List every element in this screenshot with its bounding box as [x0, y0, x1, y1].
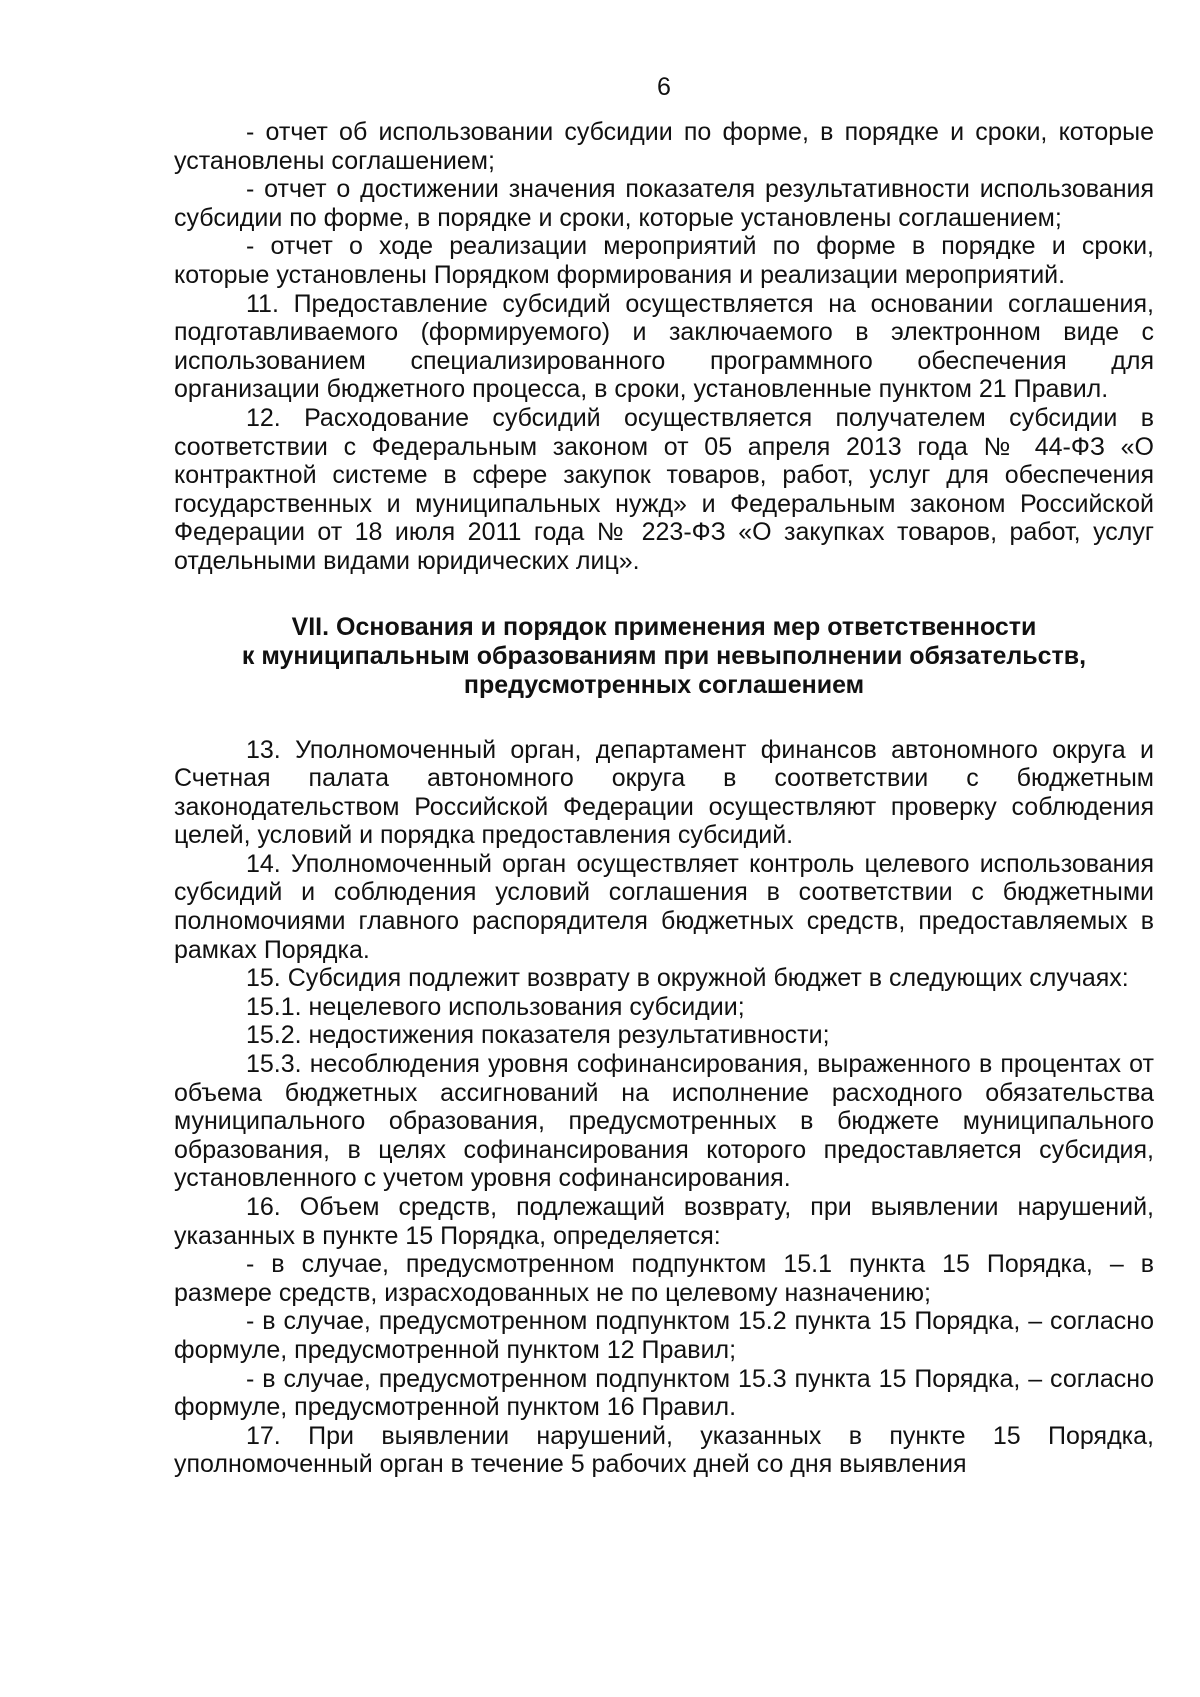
paragraph-report-usage: - отчет об использовании субсидии по форме, в порядке и сроки, которые установлены соглашением;	[174, 118, 1154, 175]
paragraph-item-16: 16. Объем средств, подлежащий возврату, при выявлении нарушений, указанных в пункте 15 Порядка, определяется:	[174, 1193, 1154, 1250]
section-heading-line-3: предусмотренных соглашением	[463, 670, 865, 699]
paragraph-item-15-3: 15.3. несоблюдения уровня софинансирования, выраженного в процентах от объема бюджетных ассигнований на исполнение расходного обязательства муниципального образования, предусмотренных в бюджете муниципального образования, в целях софинансирования которого предоставляется субсидия, установленного с учетом уровня софинансирования.	[174, 1050, 1154, 1193]
paragraph-item-12: 12. Расходование субсидий осуществляется получателем субсидии в соответствии с Федеральным законом от 05 апреля 2013 года № 44-ФЗ «О контрактной системе в сфере закупок товаров, работ, услуг для обеспечения государственных и муниципальных нужд» и Федеральным законом Российской Федерации от 18 июля 2011 года № 223-ФЗ «О закупках товаров, работ, услуг отдельными видами юридических лиц».	[174, 403, 1154, 575]
paragraph-case-15-2: - в случае, предусмотренном подпунктом 15.2 пункта 15 Порядка, – согласно формуле, предусмотренной пунктом 12 Правил;	[174, 1307, 1154, 1364]
paragraph-report-indicator: - отчет о достижении значения показателя результативности использования субсидии по форме, в порядке и сроки, которые установлены соглашением;	[174, 175, 1154, 232]
paragraph-case-15-3: - в случае, предусмотренном подпунктом 15.3 пункта 15 Порядка, – согласно формуле, предусмотренной пунктом 16 Правил.	[174, 1364, 1154, 1422]
paragraph-report-progress: - отчет о ходе реализации мероприятий по форме в порядке и сроки, которые установлены Порядком формирования и реализации мероприятий.	[174, 232, 1154, 289]
paragraph-item-14: 14. Уполномоченный орган осуществляет контроль целевого использования субсидий и соблюдения условий соглашения в соответствии с бюджетными полномочиями главного распорядителя бюджетных средств, предоставляемых в рамках Порядка.	[174, 849, 1154, 964]
paragraph-item-15-2: 15.2. недостижения показателя результативности;	[246, 1021, 830, 1050]
section-heading	[174, 613, 1154, 700]
paragraph-item-15: 15. Субсидия подлежит возврату в окружной бюджет в следующих случаях:	[246, 964, 1129, 993]
paragraph-item-11: 11. Предоставление субсидий осуществляется на основании соглашения, подготавливаемого (формируемого) и заключаемого в электронном виде с использованием специализированного программного обеспечения для организации бюджетного процесса, в сроки, установленные пунктом 21 Правил.	[174, 289, 1154, 404]
section-heading-line-1: VII. Основания и порядок применения мер ответственности	[291, 612, 1037, 641]
paragraph-item-15-1: 15.1. нецелевого использования субсидии;	[246, 992, 745, 1021]
section-heading-line-2: к муниципальным образованиям при невыполнении обязательств,	[241, 641, 1087, 670]
document-page	[174, 70, 1154, 1479]
page-number: 6	[657, 73, 671, 101]
paragraph-case-15-1: - в случае, предусмотренном подпунктом 15.1 пункта 15 Порядка, – в размере средств, израсходованных не по целевому назначению;	[174, 1250, 1154, 1307]
paragraph-item-17: 17. При выявлении нарушений, указанных в пункте 15 Порядка, уполномоченный орган в течение 5 рабочих дней со дня выявления	[174, 1421, 1154, 1479]
paragraph-item-13: 13. Уполномоченный орган, департамент финансов автономного округа и Счетная палата автономного округа в соответствии с бюджетным законодательством Российской Федерации осуществляют проверку соблюдения целей, условий и порядка предоставления субсидий.	[174, 735, 1154, 850]
